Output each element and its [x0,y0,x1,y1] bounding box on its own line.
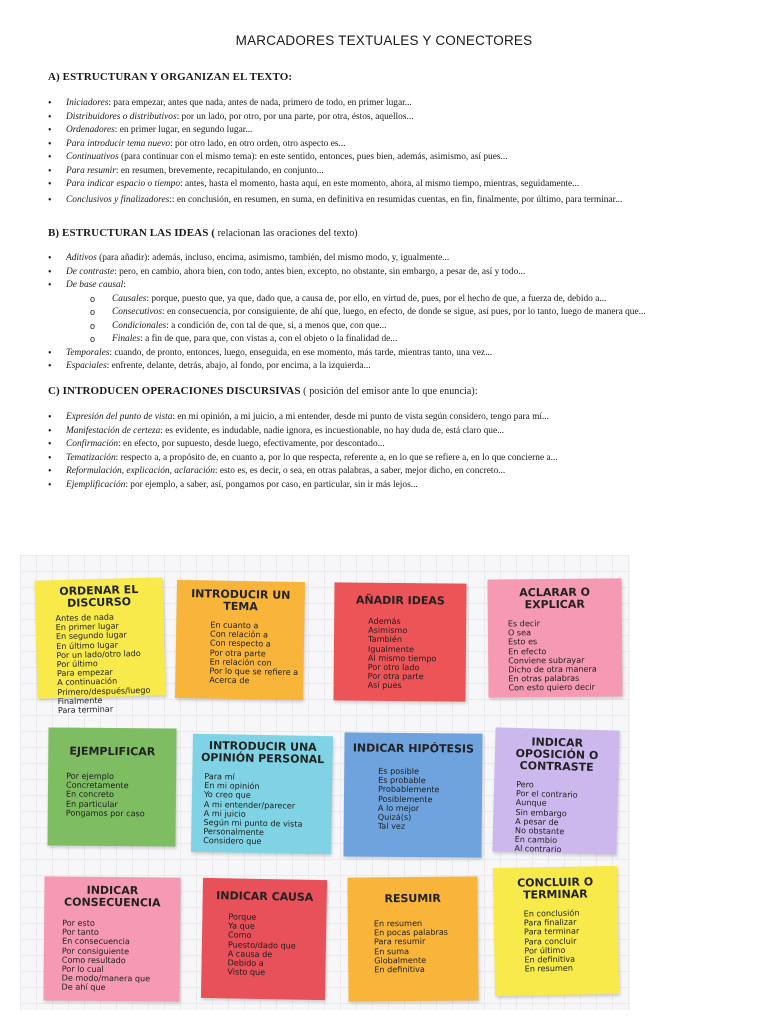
list-item [48,138,738,152]
note-opinion-personal [191,734,333,854]
sticky-notes-infographic [20,555,630,1010]
note-list [514,780,618,856]
item-term: Causales [112,293,147,304]
section-a-heading: A) ESTRUCTURAN Y ORGANIZAN EL TEXTO: [48,71,293,83]
note-item: Es decir [507,618,540,629]
note-list [368,617,467,691]
item-text: : en mi opinión, a mi juicio, a mi entender, desde mi punto de vista según considero, tengo para mí... [172,412,550,422]
note-item: Según mi punto de vista [203,816,303,829]
note-item: Por otra parte [367,670,424,682]
note-item: En segundo lugar [55,629,127,642]
item-term: De contraste [66,266,115,277]
note-item: Por ejemplo [66,770,115,782]
causal-sublist [66,293,738,347]
note-item: Para concluir [524,935,577,947]
note-item: A continuación [57,675,118,688]
note-title: INDICAR CAUSA [216,889,314,904]
note-item: Por un lado/otro lado [56,647,141,660]
note-aclarar-explicar [487,578,622,697]
item-text: : en consecuencia, por consiguiente, de ahí que, luego, en efecto, de donde se sigue, así pues, por lo tanto, luego de manera que... [162,307,646,317]
note-list [203,772,332,848]
note-item: Asimismo [368,624,408,636]
note-item: En resumen [524,962,574,974]
note-item: Por tanto [62,926,99,938]
note-item: Por último [524,944,566,956]
note-item: Como resultado [61,954,126,965]
note-concluir-terminar [493,866,619,996]
note-item: Porque [228,911,257,922]
note-title: INDICAR HIPÓTESIS [352,741,474,756]
note-item: O sea [507,627,532,638]
list-item [48,97,738,111]
sublist-item [66,306,738,320]
note-item: Es probable [378,774,426,786]
note-item: Sin embargo [515,806,567,818]
item-term: Continuativos [66,152,119,162]
note-ejemplificar [47,727,176,846]
note-list [378,767,483,832]
item-term: Conclusivos y finalizadores [66,194,170,205]
note-indicar-hipotesis [343,732,482,857]
note-item: A mi juicio [203,807,246,819]
note-item: Por esto [62,917,95,928]
note-list [524,908,619,974]
note-item: En definitiva [524,953,576,965]
note-item: También [367,634,403,645]
item-term: De base causal [66,280,124,290]
note-item: Con esto quiero decir [508,682,595,693]
item-term: Para introducir tema nuevo [66,138,171,149]
note-item: En mi opinión [204,780,260,792]
note-item: Tal vez [377,820,406,832]
note-item: Al contrario [514,843,562,855]
item-term: Espaciales [66,361,107,371]
note-item: Al mismo tiempo [367,652,437,664]
note-item: Por el contrario [515,788,578,800]
note-list [62,919,181,994]
note-item: De ahí que [61,981,106,993]
note-item: Con relación a [210,628,269,640]
note-item: Considero que [203,835,262,847]
note-resumir [347,876,478,1001]
list-item [48,266,738,280]
note-ordenar [34,577,165,716]
note-oposicion-contraste [492,727,619,854]
note-list [66,772,176,819]
note-item: Probablemente [378,784,440,795]
note-item: Finalmente [57,694,103,706]
item-text: : en primer lugar, en segundo lugar... [114,125,253,135]
section-a-list [48,97,738,207]
list-item [48,194,738,208]
note-item: A causa de [227,948,273,959]
note-item: Puesto/dado que [227,938,296,951]
list-item [48,425,738,439]
item-text: : [123,280,126,290]
note-item: En primer lugar [55,620,119,633]
list-item [48,360,738,374]
note-item: A lo mejor [377,802,420,813]
item-term: Manifestación de certeza [66,425,161,436]
item-text: : antes, hasta el momento, hasta aquí, en este momento, ahora, al mismo tiempo, mientras, seguidamente... [180,179,580,189]
note-item: En concreto [65,789,115,800]
item-text: : a condición de, con tal de que, si, a menos que, con que... [166,320,387,331]
note-title: INDICAR CONSECUENCIA [64,883,161,910]
note-item: En resumen [373,917,423,929]
item-text: : en resumen, brevemente, recapitulando, en conjunto... [115,165,324,176]
note-item: Visto que [227,966,266,978]
item-term: Condicionales [112,320,167,331]
note-item: Pero [516,778,534,790]
section-b-title: B) ESTRUCTURAN LAS IDEAS ( [48,227,216,239]
note-item: Por otro lado [367,661,420,673]
note-list [55,611,166,715]
note-item: Acerca de [209,674,250,686]
list-item [48,178,738,192]
note-item: Antes de nada [55,611,115,624]
note-item: Pongamos por caso [65,807,145,819]
item-term: Aditivos [66,253,97,263]
list-item [48,438,738,452]
note-item: En definitiva [374,963,425,975]
item-text: :: en conclusión, en resumen, en suma, en definitiva en resumidas cuentas, en fin, finalmente, por último, para terminar... [169,194,623,205]
note-item: Además [368,615,401,627]
item-text: : en efecto, por supuesto, desde luego, efectivamente, por descontado... [118,439,385,449]
item-term: Expresión del punto de vista [66,412,173,422]
note-title: AÑADIR IDEAS [355,593,445,608]
sublist-item [66,320,738,334]
note-item: En efecto [508,645,547,657]
item-term: Confirmación [66,439,119,449]
note-item: Esto es [507,636,538,647]
note-item: En particular [65,798,118,809]
note-item: Como [227,929,252,941]
item-term: Tematización [66,452,116,463]
section-c-subtitle: ( posición del emisor ante lo que enuncia): [300,386,478,397]
note-title: CONCLUIR O TERMINAR [517,875,594,902]
section-c-heading [48,385,478,397]
note-item: A pesar de [515,815,559,827]
sublist-item [66,333,738,347]
note-item: Igualmente [367,643,415,654]
note-item: Para terminar [57,703,114,716]
note-item: En otras palabras [508,673,580,684]
note-title: RESUMIR [384,891,441,906]
note-title: ACLARAR O EXPLICAR [519,585,591,612]
note-item: En cuanto a [210,619,259,631]
note-item: En pocas palabras [373,926,449,938]
item-text: (para añadir): además, incluso, encima, asimismo, también, del mismo modo, y, igualmente... [96,253,450,263]
note-item: Debido a [227,957,264,969]
note-title: INTRODUCIR UN TEMA [191,587,291,614]
note-item: Por lo que se refiere a [209,665,299,678]
note-item: Personalmente [203,826,264,838]
section-b-list [48,252,738,374]
note-list [227,912,326,978]
item-text: : por un lado, por otro, por una parte, por otra, éstos, aquellos... [176,111,414,122]
note-item: Dicho de otra manera [508,663,597,675]
list-item [48,452,738,466]
note-title: INDICAR OPOSICIÓN O CONTRASTE [515,735,599,774]
note-indicar-consecuencia [43,876,180,1001]
note-item: Por consiguiente [61,945,130,956]
item-term: Temporales [66,347,110,358]
section-b-subtitle: relacionan las oraciones del texto) [215,228,358,239]
item-text: (para continuar con el mismo tema): en este sentido, entonces, pues bien, además, asimismo, así pues... [118,152,508,162]
list-item [48,165,738,179]
item-term: Para resumir [66,165,116,176]
item-text: : por ejemplo, a saber, así, pongamos por caso, en particular, sin ir más lejos... [125,479,418,490]
item-text: : a fin de que, para que, con vistas a, con el objeto o la finalidad de... [140,334,398,344]
note-item: Concretamente [65,779,129,791]
item-text: : porque, puesto que, ya que, dado que, a causa de, por ello, en virtud de, pues, por el hecho de que, a fuerza de, debido a... [146,293,607,304]
note-item: Para finalizar [523,916,577,928]
note-list [374,918,478,974]
document-title: MARCADORES TEXTUALES Y CONECTORES [235,33,533,48]
list-item [48,465,738,479]
item-term: Ordenadores [66,125,115,135]
note-item: En suma [374,945,410,956]
note-item: Primero/después/luego [57,684,151,697]
note-item: Por otra parte [209,647,266,659]
note-item: Yo creo que [203,789,251,801]
note-anadir-ideas [333,582,466,701]
item-term: Distribuidores o distributivos [66,111,177,122]
item-term: Consecutivos [112,307,162,317]
note-item: A mi entender/parecer [203,798,296,811]
note-introducir-tema [175,580,305,700]
item-term: Iniciadores [66,98,109,108]
note-item: Quizá(s) [377,811,412,823]
note-item: En consecuencia [61,935,130,947]
section-b-heading [48,227,358,239]
list-item [48,479,738,493]
list-item [48,151,738,165]
note-item: Es posible [378,765,420,777]
note-item: No obstante [514,824,565,837]
item-text: : esto es, es decir, o sea, en otras palabras, a saber, mejor dicho, en concreto... [214,466,506,476]
note-item: Ya que [228,920,255,932]
note-item: Con respecto a [209,637,271,649]
note-item: Posiblemente [377,793,433,804]
note-item: En cambio [514,834,558,846]
item-text: : respecto a, a propósito de, en cuanto a, por lo que respecta, referente a, en lo que se refiere a, en lo que concierne a... [115,452,558,463]
note-item: Aunque [515,797,547,809]
item-text: : es evidente, es indudable, nadie ignora, es incuestionable, no hay duda de, está claro que... [160,425,505,436]
note-title: INTRODUCIR UNA OPINIÓN PERSONAL [200,739,325,767]
note-item: Para terminar [523,926,580,937]
note-item: Para mí [204,770,235,782]
sublist-item [66,293,738,307]
list-item [48,279,738,347]
list-item [48,124,738,138]
item-text: : enfrente, delante, detrás, abajo, al fondo, por encima, a la izquierda... [106,361,371,371]
item-text: : pero, en cambio, ahora bien, con todo, antes bien, excepto, no obstante, sin embargo, a pesar de, así y todo... [114,266,526,277]
section-c-title: C) INTRODUCEN OPERACIONES DISCURSIVAS [48,385,301,397]
item-text: : cuando, de pronto, entonces, luego, enseguida, en ese momento, más tarde, mientras tanto, una vez... [109,347,493,358]
note-item: Conviene subrayar [508,654,585,666]
item-text: : por otro lado, en otro orden, otro aspecto es... [170,138,346,149]
note-list [508,618,623,693]
note-item: Para resumir [373,936,426,947]
note-title: ORDENAR EL DISCURSO [59,582,139,610]
note-item: Así pues [367,680,402,691]
note-item: De modo/manera que [61,972,151,984]
item-term: Finales [112,334,141,344]
list-item [48,411,738,425]
item-term: Reformulación, explicación, aclaración [66,466,215,476]
section-c-list [48,411,738,492]
item-term: Para indicar espacio o tiempo [66,179,181,189]
list-item [48,347,738,361]
note-item: Por lo cual [61,963,104,974]
note-list [209,620,304,686]
note-item: En último lugar [56,639,119,651]
note-title: EJEMPLIFICAR [69,744,156,759]
note-item: Por último [56,658,98,670]
item-term: Ejemplificación [66,479,126,490]
list-item [48,252,738,266]
note-indicar-causa [201,878,327,1000]
note-item: En relación con [209,656,272,668]
note-item: Globalmente [374,954,427,966]
item-text: : para empezar, antes que nada, antes de nada, primero de todo, en primer lugar... [108,98,412,108]
note-item: Para empezar [56,666,113,679]
note-item: En conclusión [523,907,580,919]
list-item [48,111,738,125]
